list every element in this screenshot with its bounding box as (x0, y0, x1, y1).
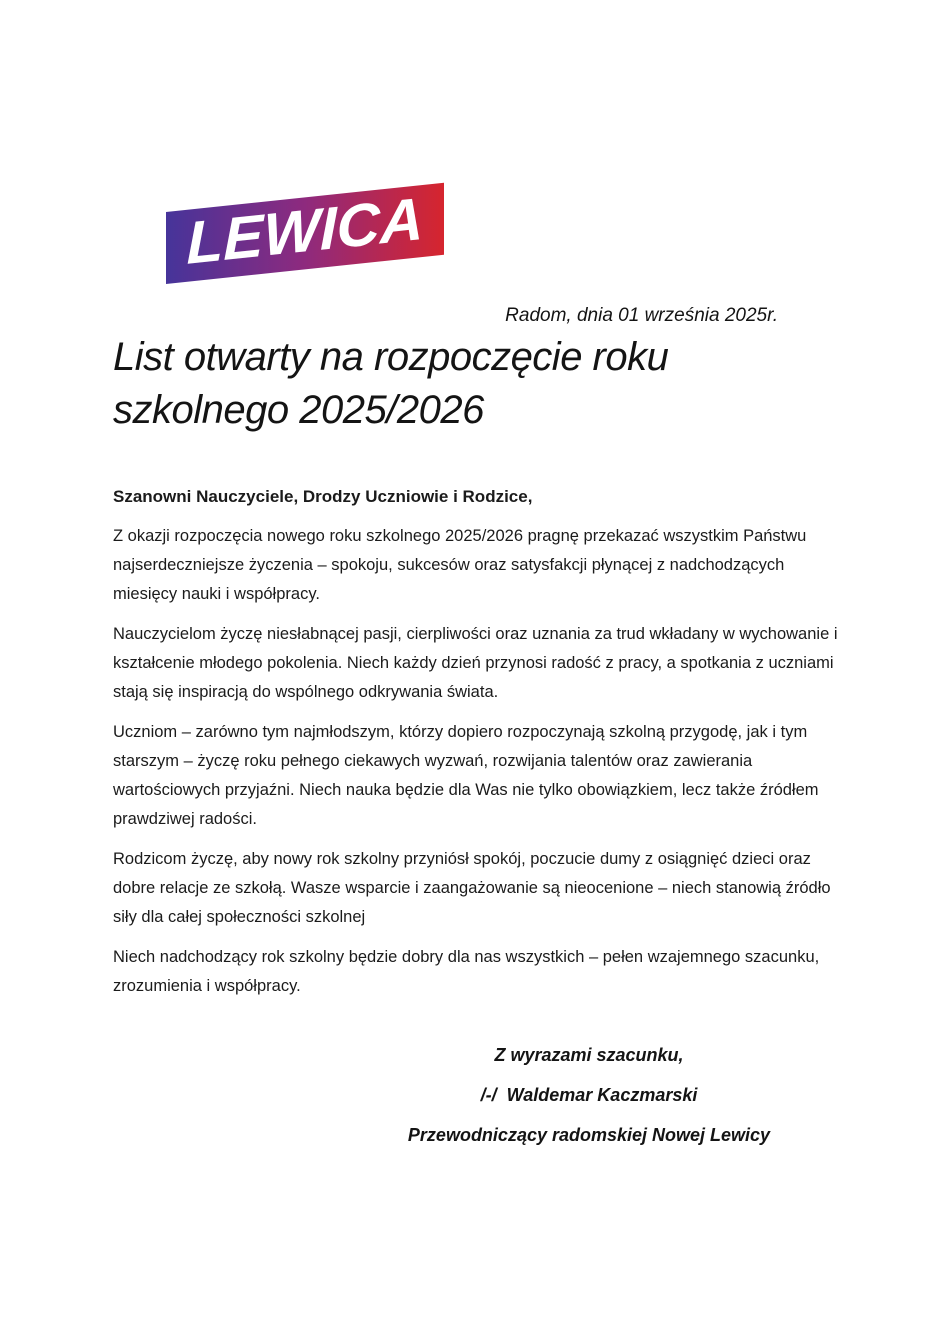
lewica-logo-text: LEWICA (186, 184, 424, 277)
signature-block (328, 1046, 850, 1145)
letter-title: List otwarty na rozpoczęcie roku szkolnego 2025/2026 (113, 335, 669, 432)
lewica-logo (166, 183, 444, 284)
signature-closing: Z wyrazami szacunku, (494, 1045, 684, 1065)
letter-paragraph-5: Niech nadchodzący rok szkolny będzie dobry dla nas wszystkich – pełen wzajemnego szacunku, zrozumienia i współpracy. (113, 948, 820, 995)
letter-paragraph-2: Nauczycielom życzę niesłabnącej pasji, cierpliwości oraz uznania za trud wkładany w wychowanie i kształcenie młodego pokolenia. Niech każdy dzień przynosi radość z pracy, a spotkania z uczniami stają się inspiracją do wspólnego odkrywania świata. (113, 625, 838, 701)
signature-role: Przewodniczący radomskiej Nowej Lewicy (407, 1125, 771, 1145)
dateline: Radom, dnia 01 września 2025r. (505, 305, 778, 326)
signature-name: /-/ Waldemar Kaczmarski (480, 1085, 698, 1105)
letter-body (113, 482, 850, 1166)
letter-paragraph-1: Z okazji rozpoczęcia nowego roku szkolnego 2025/2026 pragnę przekazać wszystkim Państwu najserdeczniejsze życzenia – spokoju, sukcesów oraz satysfakcji płynącej z nadchodzących miesięcy nauki i współpracy. (113, 527, 807, 603)
letter-paragraph-3: Uczniom – zarówno tym najmłodszym, którzy dopiero rozpoczynają szkolną przygodę, jak i tym starszym – życzę roku pełnego ciekawych wyzwań, rozwijania talentów oraz zawierania wartościowych przyjaźni. Niech nauka będzie dla Was nie tylko obowiązkiem, lecz także źródłem prawdziwej radości. (113, 723, 819, 828)
letter-paragraph-4: Rodzicom życzę, aby nowy rok szkolny przyniósł spokój, poczucie dumy z osiągnięć dzieci oraz dobre relacje ze szkołą. Wasze wsparcie i zaangażowanie są nieocenione – niech stanowią źródło siły dla całej społeczności szkolnej (113, 850, 831, 926)
salutation: Szanowni Nauczyciele, Drodzy Uczniowie i Rodzice, (113, 487, 533, 506)
